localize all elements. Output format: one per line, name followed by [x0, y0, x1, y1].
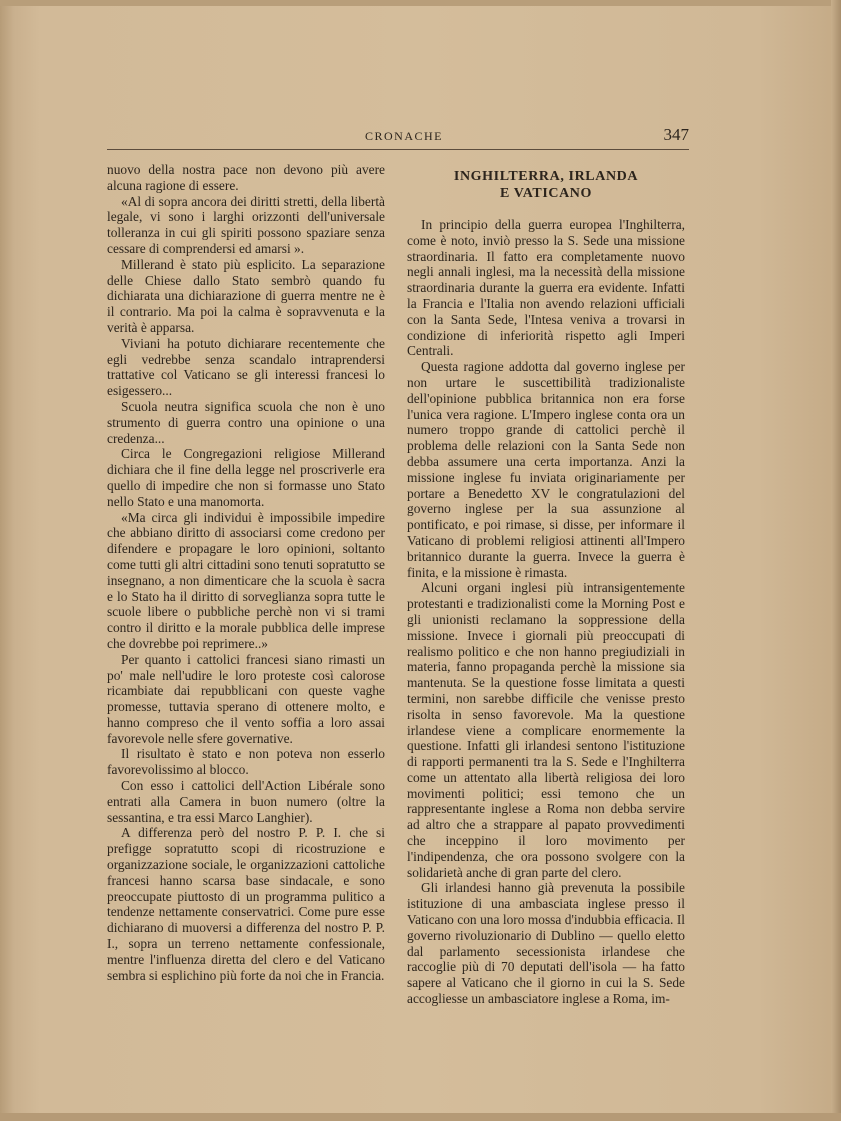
page-number: 347 — [663, 125, 689, 144]
section-heading — [407, 168, 685, 202]
running-header — [107, 127, 689, 150]
paragraph: Gli irlandesi hanno già prevenuta la possibile istituzione di una ambasciata inglese presso il Vaticano con una loro mossa d'indubbia efficacia. Il governo rivoluzionario di Dublino — quello eletto dal parlamento secessionista irlandese che raccoglie più di 70 deputati dell'isola — ha fatto sapere al Vaticano che il giorno in cui la S. Sede accogliesse un ambasciatore inglese a Roma, im- — [407, 880, 685, 1007]
right-column — [407, 168, 685, 1007]
paragraph: Questa ragione addotta dal governo inglese per non urtare le suscettibilità tradizionaliste dell'opinione pubblica britannica non era forse l'unica vera ragione. L'Impero inglese conta ora un numero troppo grande di cattolici perchè il problema delle relazioni con la Santa Sede non debba assumere una certa importanza. Anzi la missione inglese fu inviata originariamente per portare a Benedetto XV le congratulazioni del governo inglese per la sua assunzione al pontificato, e poi rimase, si disse, per informare il Vaticano di problemi religiosi attinenti all'Impero britannico durante la guerra. Invece la guerra è finita, e la missione è rimasta. — [407, 359, 685, 580]
page-top-edge — [0, 0, 841, 6]
page-right-edge — [831, 0, 841, 1121]
paragraph: Millerand è stato più esplicito. La separazione delle Chiese dallo Stato sembrò quando fu dichiarata una dichiarazione di guerra mentre ne è il contrario. Ma poi la calma è sopravvenuta e la verità è apparsa. — [107, 256, 385, 335]
paragraph: «Al di sopra ancora dei diritti stretti, della libertà legale, vi sono i larghi orizzonti dell'universale tolleranza in cui gli spiriti possono spaziare senza cessare di comprendersi ed amarsi ». — [107, 193, 385, 256]
paragraph: A differenza però del nostro P. P. I. che si prefigge sopratutto scopi di ricostruzione e organizzazione sociale, le organizzazioni cattoliche francesi hanno scarsa base sindacale, e sono preoccupate piuttosto di un programma pulitico a tendenze nettamente conservatrici. Come pure esse dichiarano di muoversi a differenza del nostro P. P. I., sopra un terreno nettamente confessionale, mentre l'influenza diretta del clero e del Vaticano sembra si esplichino più forte da noi che in Francia. — [107, 825, 385, 983]
paragraph: nuovo della nostra pace non devono più avere alcuna ragione di essere. — [107, 162, 385, 193]
left-column — [107, 162, 385, 983]
paragraph: Scuola neutra significa scuola che non è uno strumento di guerra contro una opinione o una credenza... — [107, 398, 385, 446]
paragraph: Circa le Congregazioni religiose Millerand dichiara che il fine della legge nel proscriverle era quello di impedire che non si formasse uno Stato nello Stato e una manomorta. — [107, 446, 385, 509]
paragraph: Il risultato è stato e non poteva non esserlo favorevolissimo al blocco. — [107, 746, 385, 778]
section-heading-line: INGHILTERRA, IRLANDA — [453, 169, 639, 184]
paragraph: Per quanto i cattolici francesi siano rimasti un po' male nell'udire le loro proteste così calorose ricambiate dai repubblicani con queste vaghe promesse, tuttavia sperano di ottenere molto, e hanno compreso che il vento soffia a loro assai favorevole nelle sfere governative. — [107, 651, 385, 746]
paragraph: «Ma circa gli individui è impossibile impedire che abbiano diritto di associarsi come credono per difendere e propagare le loro opinioni, soltanto come tutti gli altri cittadini sono tenuti sopratutto se insegnano, a non dimenticare che la scuola è sacra e lo Stato ha il diritto di sorveglianza sopra tutte le scuole libere o pubbliche perchè non vi si trami contro il diritto e la morale pubblica delle imprese che dovrebbe poi reprimere..» — [107, 509, 385, 651]
section-heading-line: E VATICANO — [500, 186, 592, 201]
page-bottom-edge — [0, 1113, 841, 1121]
paragraph: In principio della guerra europea l'Inghilterra, come è noto, inviò presso la S. Sede una missione straordinaria. Il fatto era completamente nuovo negli annali inglesi, ma la necessità della missione straordinaria durante la guerra era evidente. Infatti la Francia e l'Italia non avendo relazioni ufficiali con la Santa Sede, l'Intesa veniva a trovarsi in condizione di inferiorità rispetto agli Imperi Centrali. — [407, 217, 685, 359]
paragraph: Con esso i cattolici dell'Action Libérale sono entrati alla Camera in buon numero (oltre la sessantina, e tra essi Marco Langhier). — [107, 778, 385, 825]
paragraph: Viviani ha potuto dichiarare recentemente che egli vedrebbe senza scandalo intraprendersi trattative col Vaticano se gli interessi francesi lo esigessero... — [107, 335, 385, 399]
paragraph: Alcuni organi inglesi più intransigentemente protestanti e tradizionalisti come la Morning Post e gli unionisti reclamano la soppressione della missione. Invece i giornali più preoccupati di realismo politico e che non hanno pregiudiziali in materia, fanno propaganda perchè la missione sia mantenuta. Se la questione fosse limitata a questi termini, non sarebbe difficile che venisse presto risolta in senso favorevole. Ma la questione irlandese viene a complicare enormemente la questione. Infatti gli irlandesi sentono l'istituzione di rapporti permanenti tra la S. Sede e l'Inghilterra come un attentato alla libertà religiosa dei loro movimenti politici; essi temono che un rappresentante inglese a Roma non debba servire ad altro che a strappare al papato provvedimenti che inceppino il loro movimento per l'indipendenza, che ora possono svolgere con la solidarietà anche di gran parte del clero. — [407, 580, 685, 880]
running-title: CRONACHE — [365, 129, 444, 143]
